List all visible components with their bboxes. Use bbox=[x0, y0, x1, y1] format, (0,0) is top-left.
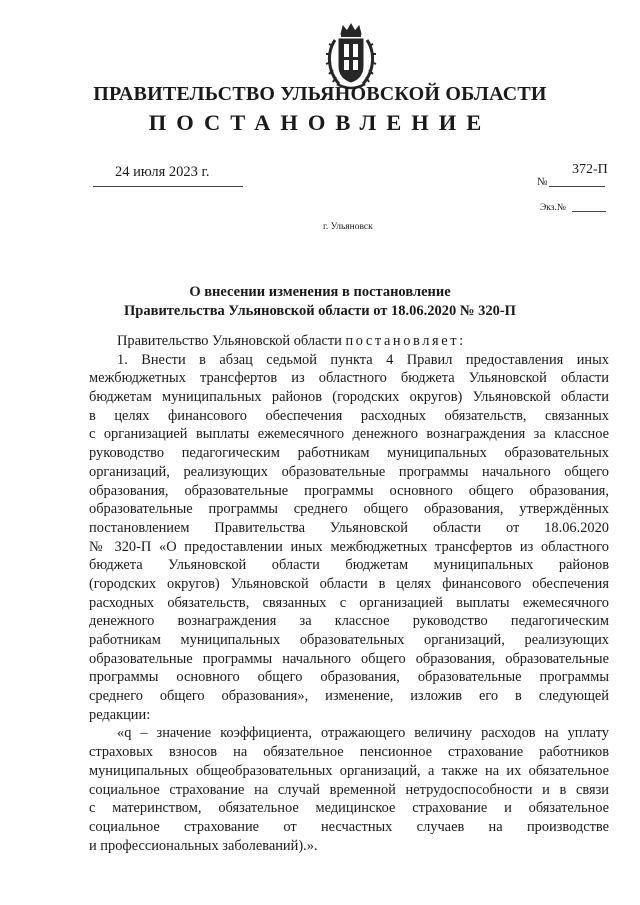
number-sign: № bbox=[537, 176, 548, 188]
quote-line: «q – значение коэффициента, отражающего величину расходов на уплату bbox=[117, 725, 609, 742]
item-1-line: образовательные программы начального общего образования, образовательные bbox=[89, 650, 609, 667]
date-underline bbox=[93, 186, 243, 187]
quote-line: с материнством, обязательное медицинское страхование и обязательное bbox=[89, 800, 609, 817]
number-underline bbox=[549, 186, 605, 187]
document-heading bbox=[0, 283, 640, 321]
item-1-line: денежного вознаграждения за классное руководство педагогическим bbox=[89, 613, 609, 630]
item-1-line: постановлением Правительства Ульяновской области от 18.06.2020 bbox=[89, 519, 609, 536]
quote-line: социальное страхование от несчастных случаев на производстве bbox=[89, 818, 609, 835]
item-1-line: работникам муниципальных образовательных организаций, реализующих bbox=[89, 632, 609, 648]
coat-of-arms-icon bbox=[323, 22, 379, 92]
quote-line: и профессиональных заболеваний).». bbox=[89, 837, 318, 854]
city-label: г. Ульяновск bbox=[323, 222, 373, 232]
item-1-line: руководство педагогическим работникам муниципальных образовательных bbox=[89, 445, 609, 462]
item-1-line: среднего общего образования», изменение, изложив его в следующей bbox=[89, 688, 609, 705]
item-1-line: с организацией выплаты ежемесячного денежного вознаграждения за классное bbox=[89, 426, 609, 443]
preamble bbox=[89, 332, 609, 351]
item-1-paragraph bbox=[89, 351, 609, 725]
heading-line: Правительства Ульяновской области от 18.06.2020 № 320-П bbox=[124, 303, 516, 319]
item-1-line: программы основного общего образования, образовательные программы bbox=[89, 669, 609, 686]
item-1-line: (городских округов) Ульяновской области в целях финансового обеспечения bbox=[89, 575, 609, 592]
item-1-line: организаций, реализующих образовательные программы начального общего bbox=[89, 463, 609, 480]
copy-number-label: Экз.№ bbox=[540, 203, 566, 213]
document-date: 24 июля 2023 г. bbox=[115, 164, 210, 180]
item-1-line: межбюджетных трансфертов из областного бюджета Ульяновской области bbox=[89, 370, 609, 387]
document-body bbox=[89, 332, 609, 855]
item-1-line: образовательные программы среднего общего образования, утверждённых bbox=[89, 501, 609, 518]
heading-line: О внесении изменения в постановление bbox=[189, 284, 451, 300]
item-1-line: в целях финансового обеспечения расходных обязательств, связанных bbox=[89, 407, 609, 424]
item-1-line: 1. Внести в абзац седьмой пункта 4 Правил предоставления иных bbox=[117, 351, 609, 368]
document-type: ПОСТАНОВЛЕНИЕ bbox=[148, 110, 492, 135]
copy-number-underline bbox=[572, 211, 606, 212]
quote-line: страховых взносов на обязательное пенсионное страхование работников bbox=[89, 744, 609, 761]
preamble-text: Правительство Ульяновской области bbox=[117, 333, 346, 349]
quote-line: муниципальных общеобразовательных организаций, а также на их обязательное bbox=[89, 762, 609, 779]
item-1-line: бюджета Ульяновской области бюджетам муниципальных районов bbox=[89, 557, 609, 574]
document-number: 372-П bbox=[572, 162, 608, 177]
item-1-line: расходных обязательств, связанных с организацией выплаты ежемесячного bbox=[89, 594, 609, 611]
item-1-line: бюджетам муниципальных районов (городских округов) Ульяновской области bbox=[89, 389, 609, 406]
preamble-verb: постановляет bbox=[345, 333, 460, 349]
item-1-line: образования, образовательные программы основного общего образования, bbox=[89, 482, 609, 499]
government-title: ПРАВИТЕЛЬСТВО УЛЬЯНОВСКОЙ ОБЛАСТИ bbox=[93, 83, 547, 105]
item-1-line: № 320-П «О предоставлении иных межбюджетных трансфертов из областного bbox=[89, 538, 609, 555]
quote-line: социальное страхование на случай временной нетрудоспособности и в связи bbox=[89, 781, 609, 798]
item-1-line: редакции: bbox=[89, 706, 151, 723]
quoted-paragraph bbox=[89, 724, 609, 855]
preamble-colon: : bbox=[459, 333, 464, 349]
